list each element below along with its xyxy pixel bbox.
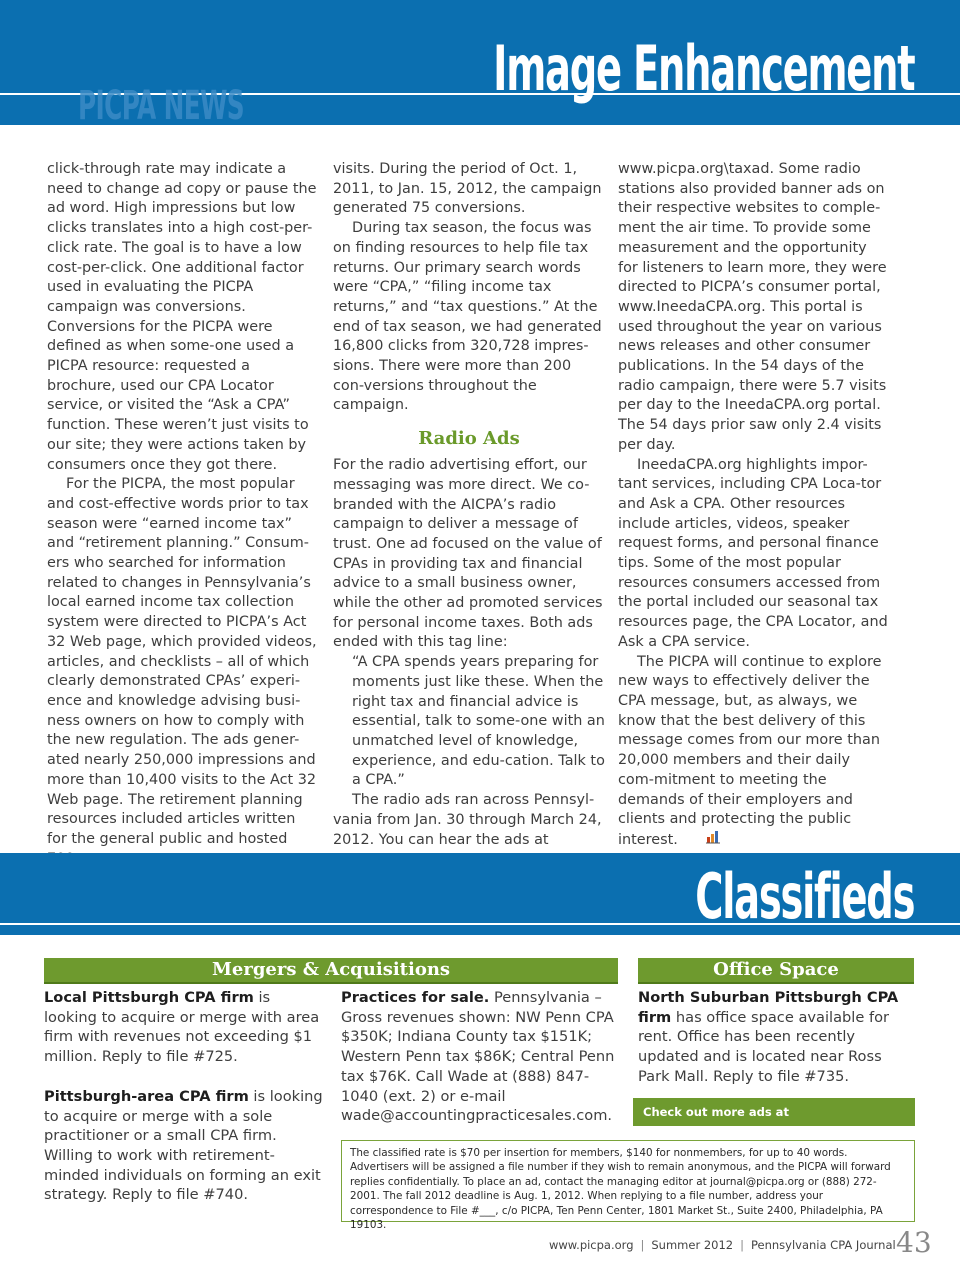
classified-ad-lead: Local Pittsburgh CPA firm — [44, 989, 254, 1006]
office-space-header: Office Space — [638, 958, 914, 984]
article-column-2 — [333, 160, 605, 850]
classified-ad-lead: North Suburban Pittsburgh CPA firm — [638, 989, 899, 1026]
office-space-ads-column — [638, 988, 914, 1107]
classified-ad-lead: Practices for sale. — [341, 989, 490, 1006]
mergers-ads-column-1 — [44, 988, 326, 1225]
classifieds-title: Classifieds — [695, 860, 914, 933]
page-footer — [549, 1238, 896, 1252]
more-ads-link[interactable]: Check out more ads at www.picpa.org/careers — [633, 1098, 915, 1126]
classified-ad-text: is looking to acquire or merge with a sole practitioner or a small CPA firm. Willing to work with retirement-minded individuals on forming an exit strategy. Reply to file #740. — [44, 1087, 323, 1204]
article-paragraph: For the PICPA, the most popular and cost-effective words prior to tax season were “earned income tax” and “retirement planning.” Consum-ers who searched for information related to changes in Pennsylvania’s local earned income tax collection system were directed to PICPA’s Act 32 Web page, which provided videos, articles, and checklists – all of which clearly demonstrated CPAs’ experi-ence and knowledge advising busi-ness owners on how to comply with the new regulation. The ads gener-ated nearly 250,000 impressions and more than 10,400 visits to the Act 32 Web page. The retirement planning resources included articles written for the general public and hosted — [47, 476, 317, 847]
picpa-news-label: PICPA NEWS — [78, 83, 245, 129]
chart-end-mark-icon — [686, 830, 721, 851]
classified-ad — [44, 1087, 326, 1205]
article-paragraph: IneedaCPA.org highlights impor-tant services, including CPA Loca-tor and Ask a CPA. Other resources include articles, videos, speaker request forms, and personal finance tips. Some of the most popular resources consumers accessed from the portal included our seasonal tax resources page, the CPA Locator, and Ask a CPA service. — [618, 456, 888, 650]
footer-separator: | — [740, 1238, 744, 1252]
classified-ad-lead: Pittsburgh-area CPA firm — [44, 1087, 249, 1105]
section-title: Image Enhancement — [492, 32, 914, 105]
article-paragraph-last — [618, 653, 890, 851]
article-paragraph: For the radio advertising effort, our messaging was more direct. We co-branded with the AICPA’s radio campaign to deliver a message of trust. One ad focused on the value of CPAs in providing tax and financial advice to a small business owner, while the other ad promoted services for personal income taxes. Both ads ended with this tag line: — [333, 457, 603, 651]
article-column-1 — [47, 160, 319, 869]
article-paragraph-text: The PICPA will continue to explore new ways to effectively deliver the CPA message, but, as always, we know that the best delivery of this message comes from our more than 20,000 members and their daily com-mitment to meeting the demands of their employers and clients and protecting the public interest. — [618, 653, 882, 848]
footer-journal: Pennsylvania CPA Journal — [750, 1238, 896, 1252]
classified-ad-text: has office space available for rent. Office has been recently updated and is located near Ross Park Mall. Reply to file #735. — [638, 1008, 890, 1085]
page-number: 43 — [896, 1226, 932, 1259]
article-column-3 — [618, 160, 890, 851]
chart-end-mark-icon-svg — [705, 830, 721, 844]
mergers-acquisitions-header: Mergers & Acquisitions — [44, 958, 618, 984]
footer-separator: | — [640, 1238, 645, 1252]
article-paragraph: visits. During the period of Oct. 1, 2011, to Jan. 15, 2012, the campaign generated 75 conversions. — [333, 161, 602, 217]
classified-ad — [341, 988, 617, 1126]
article-paragraph: click-through rate may indicate a need to change ad copy or pause the ad word. High impressions but low clicks translates into a high cost-per-click rate. The goal is to have a low cost-per-click. One additional factor used in evaluating the PICPA campaign was conversions. Conversions for the PICPA were defined as when some-one used a PICPA resource: requested a brochure, used our CPA Locator service, or visited the “Ask a CPA” function. These weren’t just visits to our site; they were actions taken by consumers once they got there. — [47, 161, 317, 473]
classified-ad — [638, 988, 914, 1087]
article-paragraph: The radio ads ran across Pennsyl-vania from Jan. 30 through March 24, 2012. You can hear the ads at — [333, 792, 602, 848]
classified-ad — [44, 988, 326, 1067]
article-paragraph: During tax season, the focus was on finding resources to help file tax returns. Our primary search words were “CPA,” “filing income tax returns,” and “tax questions.” At the end of tax season, we had generated 16,800 clicks from 320,728 impres-sions. There were more than 200 con-versions throughout the campaign. — [333, 220, 602, 414]
classified-ad-text: is looking to acquire or merge with area firm with revenues not exceeding $1 million. Reply to file #725. — [44, 989, 320, 1066]
classified-ad-text: Pennsylvania – Gross revenues shown: NW Penn CPA $350K; Indiana County tax $151K; Western Penn tax $86K; Central Penn tax $76K. Call Wade at (888) 847-1040 (ext. 2) or e-mail wade@accountingpracticesales.com. — [341, 989, 615, 1125]
article-paragraph: www.picpa.org\taxad. Some radio stations also provided banner ads on their respective websites to comple-ment the air time. To provide some measurement and the opportunity for listeners to learn more, they were directed to PICPA’s consumer portal, www.IneedaCPA.org. This portal is used throughout the year on various news releases and other consumer publications. In the 54 days of the radio campaign, there were 5.7 visits per day to the IneedaCPA.org portal. The 54 days prior saw only 2.4 visits per day. — [618, 161, 887, 453]
mergers-ads-column-2 — [341, 988, 617, 1146]
classified-rates-box: The classified rate is $70 per insertion for members, $140 for nonmembers, for up to 40 words. Advertisers will be assigned a file number if they wish to remain anonymous, and the PICPA will forward replies confidentially. To place an ad, contact the managing editor at journal@picpa.org or (888) 272-2001. The fall 2012 deadline is Aug. 1, 2012. When replying to a file number, address your correspondence to File #___, c/o PICPA, Ten Penn Center, 1801 Market St., Suite 2400, Philadelphia, PA 19103. — [341, 1140, 915, 1222]
footer-issue: Summer 2012 — [651, 1238, 734, 1252]
tag-line-quote: “A CPA spends years preparing for moments just like these. When the right tax and financial advice is essential, talk to some-one with an unmatched level of knowledge, experience, and edu-cation. Talk to a CPA.” — [352, 654, 605, 789]
radio-ads-subhead: Radio Ads — [418, 428, 520, 450]
footer-site: www.picpa.org — [549, 1238, 634, 1252]
